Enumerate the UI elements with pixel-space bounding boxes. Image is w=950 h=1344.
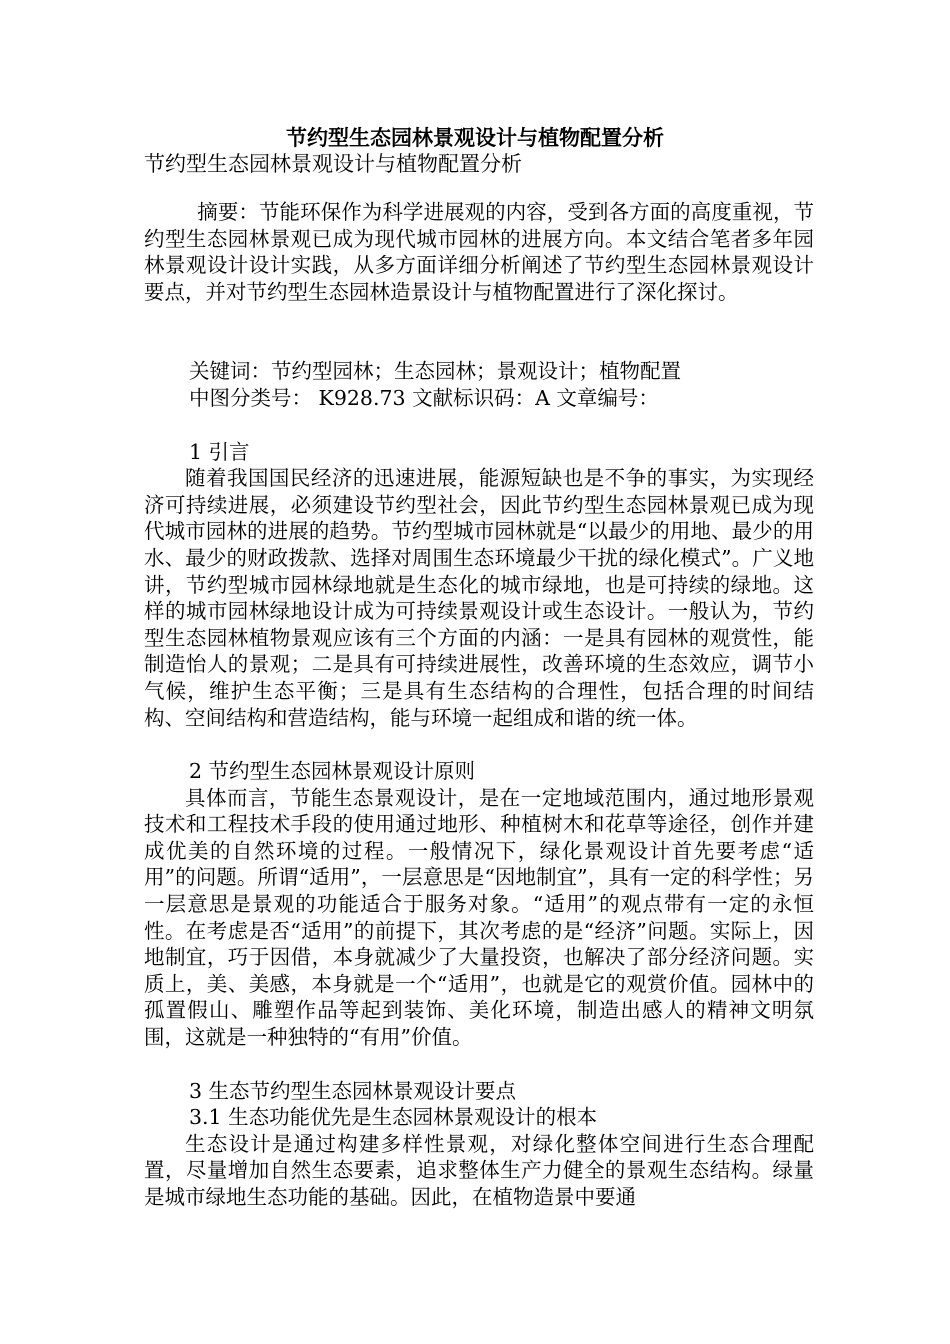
section-paragraph: 具体而言，节能生态景观设计，是在一定地域范围内，通过地形景观技术和工程技术手段的使用通过地形、种植树木和花草等途径，创作并建成优美的自然环境的过程。一般情况下，绿化景观设计首先要考虑“适用”的问题。所谓“适用”，一层意思是“因地制宜”，具有一定的科学性；另一层意思是景观的功能适合于服务对象。“适用”的观点带有一定的永恒性。在考虑是否“适用”的前提下，其次考虑的是“经济”问题。实际上，因地制宜，巧于因借，本身就减少了大量投资，也解决了部分经济问题。实质上，美、美感，本身就是一个“适用”，也就是它的观赏价值。园林中的孤置假山、雕塑作品等起到装饰、美化环境，制造出感人的精神文明氛围，这就是一种独特的“有用”价值。: [144, 785, 814, 1050]
document-body: [144, 199, 814, 1211]
section-paragraph: 生态设计是通过构建多样性景观，对绿化整体空间进行生态合理配置，尽量增加自然生态要素，追求整体生产力健全的景观生态结构。绿量是城市绿地生态功能的基础。因此，在植物造景中要通: [144, 1131, 814, 1209]
spacer: [144, 305, 814, 358]
section-heading: 3 生态节约型生态园林景观设计要点: [189, 1078, 517, 1103]
document-title: 节约型生态园林景观设计与植物配置分析: [286, 125, 664, 150]
section-heading: 2 节约型生态园林景观设计原则: [189, 759, 476, 784]
section-heading: 1 引言: [189, 439, 250, 464]
spacer: [144, 731, 814, 758]
keywords-line: 关键词：节约型园林；生态园林；景观设计；植物配置: [189, 359, 681, 384]
spacer: [144, 1051, 814, 1078]
subsection-heading: 3.1 生态功能优先是生态园林景观设计的根本: [189, 1105, 598, 1130]
classification-line: 中图分类号： K928.73 文献标识码：A 文章编号：: [189, 385, 659, 410]
spacer: [144, 412, 814, 439]
document-subtitle: 节约型生态园林景观设计与植物配置分析: [144, 152, 522, 176]
section-paragraph: 随着我国国民经济的迅速进展，能源短缺也是不争的事实，为实现经济可持续进展，必须建设节约型社会，因此节约型生态园林景观已成为现代城市园林的进展的趋势。节约型城市园林就是“以最少的用地、最少的用水、最少的财政拨款、选择对周围生态环境最少干扰的绿化模式”。广义地讲，节约型城市园林绿地就是生态化的城市绿地，也是可持续的绿地。这样的城市园林绿地设计成为可持续景观设计或生态设计。一般认为，节约型生态园林植物景观应该有三个方面的内涵：一是具有园林的观赏性，能制造怡人的景观；二是具有可持续进展性，改善环境的生态效应，调节小气候，维护生态平衡；三是具有生态结构的合理性，包括合理的时间结构、空间结构和营造结构，能与环境一起组成和谐的统一体。: [144, 466, 814, 730]
abstract-paragraph: 摘要：节能环保作为科学进展观的内容，受到各方面的高度重视，节约型生态园林景观已成为现代城市园林的进展方向。本文结合笔者多年园林景观设计设计实践，从多方面详细分析阐述了节约型生态园林景观设计要点，并对节约型生态园林造景设计与植物配置进行了深化探讨。: [144, 200, 814, 304]
